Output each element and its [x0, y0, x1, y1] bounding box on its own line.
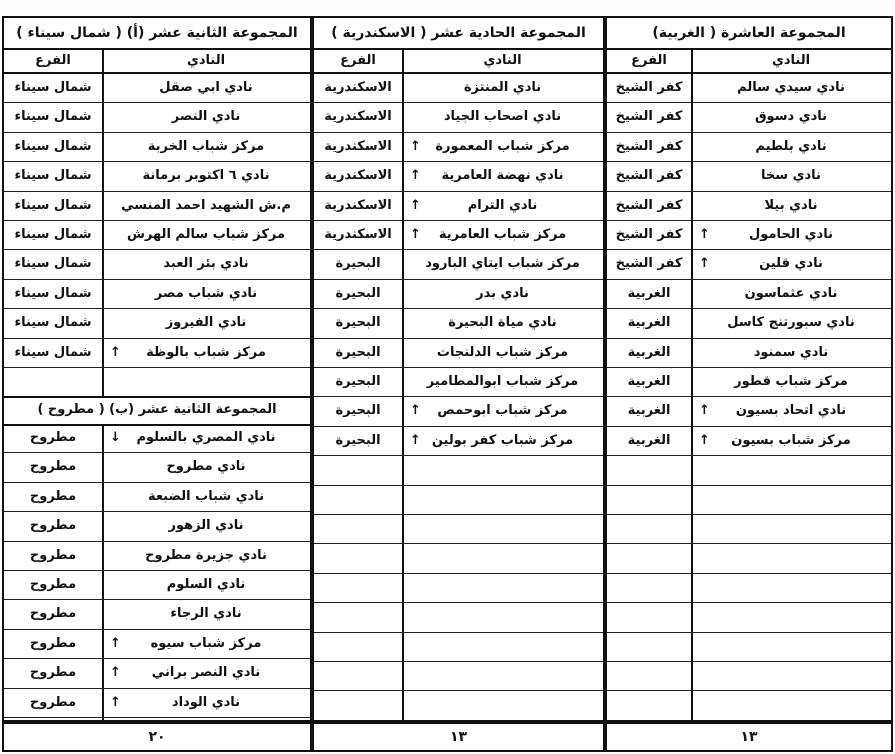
table-row: [607, 221, 891, 250]
club-name-cell: نادي سبورتنج كاسل: [727, 315, 855, 331]
club-name-cell: نادي اتحاد بسيون: [735, 403, 847, 419]
club-name-cell: نادي الزهور: [168, 518, 244, 534]
arrow-up-icon: ↑: [410, 403, 421, 419]
club-name-cell: نادي ٦ اكتوبر برمانة: [142, 168, 270, 184]
branch-cell: شمال سيناء: [14, 285, 92, 301]
empty-row: [314, 456, 603, 485]
club-name-cell: نادي المنتزة: [463, 80, 542, 95]
table-row: [4, 689, 310, 718]
table-row: [607, 309, 891, 338]
table-row: [4, 600, 310, 629]
arrow-up-icon: ↑: [410, 197, 421, 213]
empty-row: [314, 515, 603, 544]
club-name-cell: مركز شباب الدلنجات: [436, 344, 569, 360]
table-row: [314, 397, 603, 426]
table-row: [314, 309, 603, 338]
branch-cell: الاسكندرية: [324, 168, 392, 184]
branch-cell: الغربية: [627, 344, 671, 360]
group-10-total: ١٣: [605, 722, 893, 752]
club-name-cell: نادي ابي صقل: [159, 80, 253, 95]
arrow-up-icon: ↑: [410, 227, 421, 242]
table-row: [607, 397, 891, 426]
club-name-cell: نادي سيدي سالم: [737, 80, 845, 95]
club-name-cell: مركز شباب ابوالمطامير: [426, 374, 579, 389]
branch-cell: كفر الشيخ: [615, 197, 683, 213]
branch-cell: البحيرة: [335, 344, 381, 360]
table-row: [4, 192, 310, 221]
branch-cell: الاسكندرية: [324, 80, 392, 95]
arrow-up-icon: ↑: [699, 227, 710, 242]
branch-cell: شمال سيناء: [14, 256, 92, 272]
table-row: [4, 280, 310, 309]
club-name-cell: نادي النصر براني: [151, 665, 261, 681]
club-name-cell: نادي الترام: [467, 197, 538, 213]
arrow-down-icon: ↓: [110, 430, 121, 445]
branch-cell: كفر الشيخ: [615, 138, 683, 154]
club-name-cell: نادي الرجاء: [170, 606, 242, 622]
branch-cell: الغربية: [627, 432, 671, 448]
club-name-cell: مركز شباب بسيون: [731, 432, 851, 448]
empty-row: [314, 486, 603, 515]
group-12b-title: المجموعة الثانية عشر (ب) ( مطروح ): [4, 396, 310, 426]
branch-cell: الغربية: [627, 315, 671, 331]
club-name-cell: مركز شباب ابوحمص: [437, 403, 568, 419]
table-row: [607, 133, 891, 162]
table-row: [314, 368, 603, 397]
group-10-title: المجموعة العاشرة ( الغربية): [607, 18, 891, 50]
arrow-up-icon: ↑: [410, 138, 421, 154]
table-row: [314, 339, 603, 368]
table-row: [607, 280, 891, 309]
group-11-title: المجموعة الحادية عشر ( الاسكندرية ): [314, 18, 603, 50]
table-row: [607, 339, 891, 368]
branch-cell: شمال سيناء: [14, 227, 92, 242]
club-name-cell: نادي شباب الضبعة: [147, 488, 265, 504]
empty-row: [607, 633, 891, 662]
club-header: النادي: [402, 50, 603, 74]
club-name-cell: م.ش الشهيد احمد المنسي: [121, 197, 291, 213]
club-name-cell: نادي قلين: [759, 256, 823, 272]
branch-header: الفرع: [4, 50, 102, 74]
branch-cell: مطروح: [29, 518, 77, 534]
arrow-up-icon: ↑: [110, 665, 121, 681]
branch-header: الفرع: [314, 50, 402, 74]
branch-cell: الاسكندرية: [324, 138, 392, 154]
empty-row: [314, 603, 603, 632]
table-row: [4, 542, 310, 571]
branch-header: الفرع: [607, 50, 691, 74]
branch-cell: مطروح: [29, 430, 77, 445]
club-name-cell: نادي اصحاب الجياد: [443, 109, 562, 125]
club-name-cell: نادي الفيروز: [165, 315, 247, 331]
empty-row: [607, 662, 891, 691]
club-name-cell: نادي بدر: [476, 285, 529, 301]
table-row: [314, 427, 603, 456]
branch-cell: الغربية: [627, 285, 671, 301]
club-name-cell: مركز شباب ايتاي البارود: [425, 256, 580, 272]
table-row: [4, 512, 310, 541]
club-name-cell: نادي مياة البحيرة: [448, 315, 557, 331]
empty-row: [607, 574, 891, 603]
table-row: [314, 250, 603, 279]
branch-cell: الاسكندرية: [324, 109, 392, 125]
branch-cell: كفر الشيخ: [615, 256, 683, 272]
table-row: [4, 483, 310, 512]
branch-cell: مطروح: [29, 635, 77, 651]
club-name-cell: مركز شباب العامرية: [438, 227, 567, 242]
group-11-total: ١٣: [312, 722, 605, 752]
club-name-cell: نادي الحامول: [749, 227, 833, 242]
club-name-cell: نادي النصر: [171, 109, 241, 125]
table-row: [607, 103, 891, 132]
club-name-cell: نادي السلوم: [166, 577, 246, 592]
branch-cell: كفر الشيخ: [615, 227, 683, 242]
arrow-up-icon: ↑: [410, 168, 421, 184]
table-row: [4, 133, 310, 162]
table-row: [607, 427, 891, 456]
club-name-cell: مركز شباب بالوظة: [146, 344, 266, 360]
branch-cell: شمال سيناء: [14, 315, 92, 331]
empty-row: [607, 544, 891, 573]
empty-row: [314, 633, 603, 662]
arrow-up-icon: ↑: [699, 403, 710, 419]
table-row: [4, 250, 310, 279]
branch-cell: شمال سيناء: [14, 80, 92, 95]
club-name-cell: نادي سمنود: [753, 344, 829, 360]
group-10-table: [605, 16, 893, 722]
club-name-cell: نادي شباب مصر: [154, 285, 258, 301]
table-row: [607, 162, 891, 191]
table-row: [4, 630, 310, 659]
branch-cell: البحيرة: [335, 256, 381, 272]
table-row: [607, 250, 891, 279]
table-row: [4, 424, 310, 453]
club-name-cell: نادي عثماسون: [744, 285, 838, 301]
branch-cell: البحيرة: [335, 285, 381, 301]
arrow-up-icon: ↑: [110, 344, 121, 360]
club-name-cell: مركز شباب قطور: [734, 374, 848, 389]
table-row: [314, 162, 603, 191]
arrow-up-icon: ↑: [110, 694, 121, 710]
table-row: [4, 453, 310, 482]
table-row: [607, 74, 891, 103]
table-row: [4, 571, 310, 600]
branch-cell: البحيرة: [335, 403, 381, 419]
table-row: [4, 339, 310, 368]
club-name-cell: نادي المصري بالسلوم: [136, 430, 276, 445]
group-12-total: ٢٠: [2, 722, 312, 752]
table-row: [314, 280, 603, 309]
table-row: [4, 103, 310, 132]
club-name-cell: نادي بيلا: [764, 197, 818, 213]
empty-row: [314, 574, 603, 603]
club-name-cell: نادي الوداد: [171, 694, 241, 710]
branch-cell: شمال سيناء: [14, 344, 92, 360]
club-name-cell: نادي نهضة العامرية: [441, 168, 564, 184]
table-row: [314, 74, 603, 103]
table-row: [4, 309, 310, 338]
club-name-cell: نادي سخا: [761, 168, 821, 184]
club-name-cell: نادي بلطيم: [755, 138, 827, 154]
club-name-cell: نادي بئر العبد: [163, 256, 249, 272]
branch-cell: شمال سيناء: [14, 109, 92, 125]
branch-cell: شمال سيناء: [14, 138, 92, 154]
arrow-up-icon: ↑: [699, 432, 710, 448]
branch-cell: البحيرة: [335, 374, 381, 389]
arrow-up-icon: ↑: [410, 432, 421, 448]
branch-cell: مطروح: [29, 577, 77, 592]
branch-cell: البحيرة: [335, 315, 381, 331]
branch-cell: مطروح: [29, 547, 77, 563]
empty-row: [607, 515, 891, 544]
branch-cell: كفر الشيخ: [615, 168, 683, 184]
table-row: [314, 103, 603, 132]
club-header: النادي: [102, 50, 310, 74]
group-12-table: [2, 16, 312, 722]
branch-cell: مطروح: [29, 665, 77, 681]
club-name-cell: مركز شباب المعمورة: [435, 138, 570, 154]
branch-cell: مطروح: [29, 459, 77, 475]
table-row: [607, 192, 891, 221]
branch-cell: الغربية: [627, 374, 671, 389]
branch-cell: كفر الشيخ: [615, 80, 683, 95]
table-row: [4, 162, 310, 191]
table-row: [4, 221, 310, 250]
club-header: النادي: [691, 50, 891, 74]
table-row: [314, 192, 603, 221]
club-name-cell: مركز شباب الخربة: [147, 138, 265, 154]
branch-cell: مطروح: [29, 606, 77, 622]
empty-row: [314, 662, 603, 691]
table-row: [314, 221, 603, 250]
branch-cell: مطروح: [29, 694, 77, 710]
table-row: [607, 368, 891, 397]
table-row: [4, 74, 310, 103]
group-11-table: [312, 16, 605, 722]
table-row: [314, 133, 603, 162]
branch-cell: كفر الشيخ: [615, 109, 683, 125]
club-name-cell: نادي جزيرة مطروح: [145, 547, 267, 563]
club-name-cell: مركز شباب سيوه: [150, 635, 262, 651]
branch-cell: مطروح: [29, 488, 77, 504]
branch-cell: الاسكندرية: [324, 227, 392, 242]
club-name-cell: نادي دسوق: [754, 109, 828, 125]
empty-row: [607, 456, 891, 485]
group-12a-title: المجموعة الثانية عشر (أ) ( شمال سيناء ): [4, 18, 310, 50]
empty-row: [607, 603, 891, 632]
branch-cell: الغربية: [627, 403, 671, 419]
branch-cell: الاسكندرية: [324, 197, 392, 213]
table-row: [4, 659, 310, 688]
club-name-cell: مركز شباب كفر بولين: [431, 432, 574, 448]
arrow-up-icon: ↑: [110, 635, 121, 651]
branch-cell: البحيرة: [335, 432, 381, 448]
club-name-cell: مركز شباب سالم الهرش: [126, 227, 286, 242]
club-name-cell: نادي مطروح: [166, 459, 246, 475]
empty-row: [314, 544, 603, 573]
branch-cell: شمال سيناء: [14, 197, 92, 213]
empty-row: [607, 486, 891, 515]
branch-cell: شمال سيناء: [14, 168, 92, 184]
arrow-up-icon: ↑: [699, 256, 710, 272]
